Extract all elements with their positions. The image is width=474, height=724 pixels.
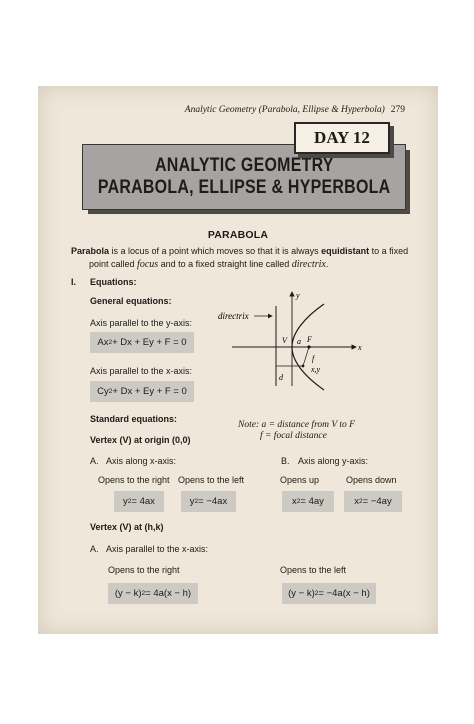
focus-label: F (307, 335, 312, 344)
definition-part-2: to a fixed (369, 246, 409, 256)
eq-hk-left-a: (y − k) (288, 588, 315, 599)
axis-y-sub-label: Axis along y-axis: (298, 456, 369, 466)
note-line-1: Note: a = distance from V to F (238, 420, 355, 430)
distance-d-label: d (279, 373, 283, 382)
book-page (38, 86, 438, 634)
definition-part-3: point called (89, 259, 138, 269)
directrix-label: directrix (218, 311, 249, 321)
eq-opens-left: y 2 = −4ax (181, 491, 236, 512)
definition-part-5: . (325, 259, 329, 269)
eq-opens-right: y 2 = 4ax (114, 491, 164, 512)
axis-x-sub-label: Axis along x-axis: (106, 456, 177, 466)
definition-part-1: is a locus of a point which moves so that it is always (109, 246, 322, 256)
axis-x-label: Axis parallel to the x-axis: (90, 366, 193, 376)
definition-part-4: and to a fixed straight line called (158, 259, 292, 269)
equations-numeral: I. (71, 277, 77, 287)
case-hk-2-label: Opens to the left (280, 565, 347, 575)
running-head-title: Analytic Geometry (Parabola, Ellipse & Hyperbola) (184, 105, 385, 115)
case-origin-1-label: Opens to the right (98, 475, 170, 485)
general-eq-x-a: Cy (97, 386, 109, 397)
definition-keyword: equidistant (321, 246, 370, 256)
x-axis-label: x (358, 343, 362, 352)
parabola-figure (208, 286, 368, 392)
page-number: 279 (390, 105, 405, 115)
vertex-hk-heading: Vertex (V) at (h,k) (90, 522, 164, 532)
general-eq-axis-x: Cy 2 + Dx + Ey + F = 0 (90, 381, 194, 402)
eq-opens-left-a: y (189, 496, 195, 507)
eq-opens-up: x 2 = 4ay (282, 491, 334, 512)
banner-line-1: ANALYTIC GEOMETRY (154, 155, 334, 176)
focal-distance-label: f (312, 354, 315, 363)
case-origin-2-label: Opens to the left (178, 475, 245, 485)
a-distance-label: a (297, 337, 301, 346)
general-eq-y-a: Ax (97, 337, 109, 348)
axis-y-sub-letter: B. (281, 456, 290, 466)
general-equations-heading: General equations: (90, 296, 172, 306)
axis-x-parallel-letter: A. (90, 544, 99, 554)
general-eq-y-b: + Dx + Ey + F = 0 (112, 337, 187, 348)
axis-y-label: Axis parallel to the y-axis: (90, 318, 193, 328)
equations-heading: Equations: (90, 277, 137, 287)
focal-line (303, 347, 309, 366)
eq-opens-right-a: y (123, 496, 128, 507)
eq-opens-up-a: x (292, 496, 297, 507)
general-eq-axis-y: Ax 2 + Dx + Ey + F = 0 (90, 332, 194, 353)
definition-directrix: directrix (291, 259, 326, 270)
eq-opens-down-b: = −4ay (362, 496, 392, 507)
eq-opens-right-b: = 4ax (131, 496, 155, 507)
eq-opens-left-b: = −4ax (198, 496, 228, 507)
case-origin-3-label: Opens up (280, 475, 320, 485)
vertex-origin-heading: Vertex (V) at origin (0,0) (90, 435, 191, 445)
parabola-definition (71, 245, 416, 271)
running-head (185, 105, 405, 115)
eq-hk-opens-left: (y − k) 2 = −4a(x − h) (282, 583, 376, 604)
eq-hk-right-b: = 4a(x − h) (145, 588, 192, 599)
banner-line-2: PARABOLA, ELLIPSE & HYPERBOLA (97, 177, 391, 198)
eq-hk-left-b: = −4a(x − h) (318, 588, 370, 599)
eq-opens-down-a: x (354, 496, 360, 507)
eq-hk-opens-right: (y − k) 2 = 4a(x − h) (108, 583, 198, 604)
y-axis-label: y (296, 291, 300, 300)
case-origin-4-label: Opens down (346, 475, 397, 485)
axis-x-parallel-label: Axis parallel to the x-axis: (106, 544, 209, 554)
standard-equations-heading: Standard equations: (90, 414, 178, 424)
definition-focus: focus (137, 259, 159, 270)
note-line-2: f = focal distance (260, 431, 327, 441)
eq-opens-down: x 2 = −4ay (344, 491, 402, 512)
eq-hk-right-a: (y − k) (114, 588, 142, 599)
day-label: DAY 12 (294, 122, 390, 154)
vertex-label: V (282, 336, 287, 345)
point-xy-label: x,y (311, 365, 321, 374)
general-eq-x-b: + Dx + Ey + F = 0 (112, 386, 187, 397)
case-hk-1-label: Opens to the right (108, 565, 180, 575)
eq-opens-up-b: = 4ay (300, 496, 324, 507)
section-title: PARABOLA (207, 229, 269, 241)
axis-x-sub-letter: A. (90, 456, 99, 466)
definition-term: Parabola (71, 246, 110, 256)
